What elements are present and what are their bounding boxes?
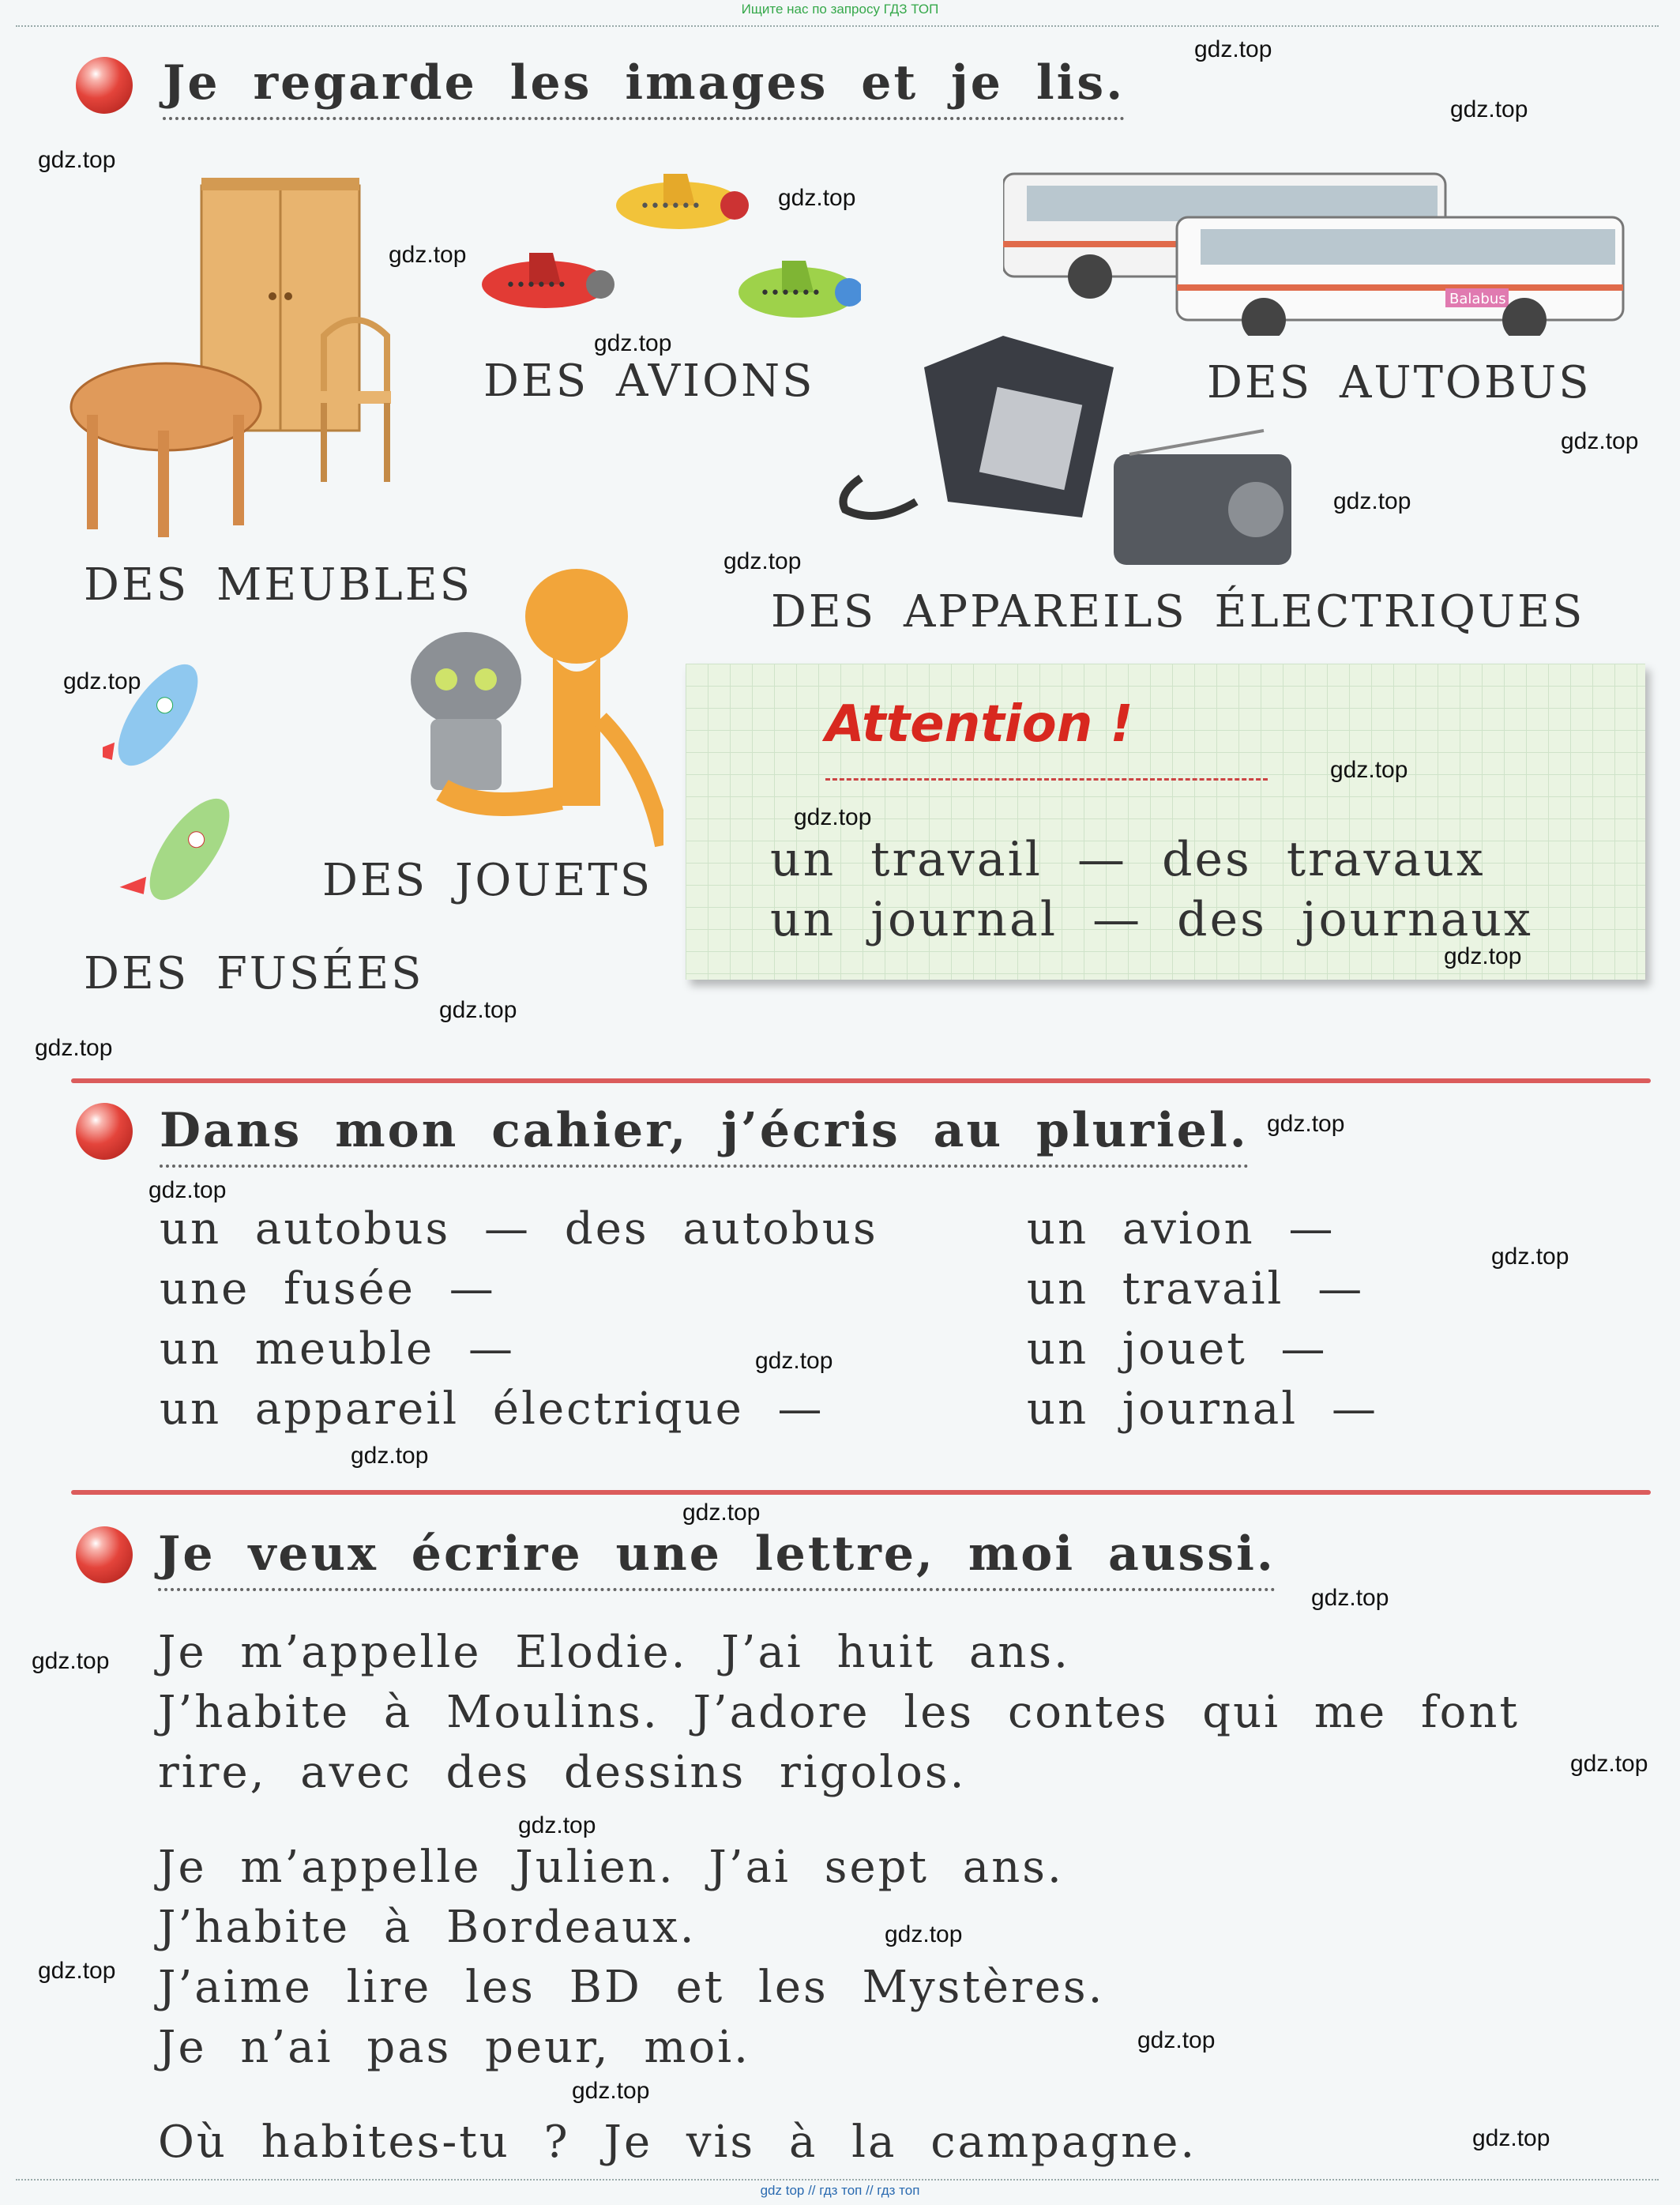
buses-illustration — [1003, 166, 1627, 336]
divider-2 — [71, 1490, 1651, 1495]
para2-line-3: J’aime lire les BD et les Mystères. — [158, 1962, 1105, 2013]
right-col-line-3: un jouet — — [1027, 1323, 1328, 1375]
section3-heading: Je veux écrire une lettre, moi aussi. — [158, 1526, 1276, 1591]
watermark: gdz.top — [389, 242, 467, 268]
watermark: gdz.top — [723, 548, 802, 574]
watermark: gdz.top — [572, 2078, 650, 2104]
right-col-line-1: un avion — — [1027, 1203, 1336, 1255]
watermark: gdz.top — [594, 330, 672, 356]
caption-appareils: DES APPAREILS ÉLECTRIQUES — [771, 586, 1585, 638]
watermark: gdz.top — [794, 804, 872, 830]
watermark: gdz.top — [35, 1035, 113, 1061]
watermark: gdz.top — [38, 1958, 116, 1984]
watermark: gdz.top — [148, 1177, 227, 1203]
watermark: gdz.top — [518, 1812, 596, 1838]
attention-line2: un journal — des journaux — [770, 892, 1533, 947]
watermark: gdz.top — [1267, 1111, 1345, 1137]
bus-logo: Balabus — [1449, 291, 1506, 307]
caption-meubles: DES MEUBLES — [84, 559, 472, 611]
watermark: gdz.top — [778, 185, 856, 211]
left-col-line-2: une fusée — — [160, 1263, 496, 1315]
caption-fusees: DES FUSÉES — [84, 948, 424, 999]
page-frame-top — [16, 25, 1659, 27]
para1-line-2: J’habite à Moulins. J’adore les contes qui me font — [158, 1687, 1520, 1738]
watermark: gdz.top — [1472, 2125, 1550, 2151]
toys-illustration — [395, 561, 663, 861]
watermark: gdz.top — [1330, 757, 1408, 783]
svg-text:••••••: •••••• — [506, 276, 567, 295]
left-col-line-3: un meuble — — [160, 1323, 515, 1375]
caption-autobus: DES AUTOBUS — [1207, 357, 1592, 408]
watermark: gdz.top — [63, 668, 141, 694]
bullet-ball-icon — [76, 1103, 133, 1160]
para2-line-1: Je m’appelle Julien. J’ai sept ans. — [158, 1842, 1064, 1893]
bottom-note: gdz top // гдз топ // гдз топ — [760, 2183, 920, 2198]
question-line: Où habites-tu ? Je vis à la campagne. — [158, 2117, 1197, 2168]
watermark: gdz.top — [755, 1348, 833, 1374]
para2-line-4: Je n’ai pas peur, moi. — [158, 2022, 750, 2073]
watermark: gdz.top — [1444, 943, 1522, 969]
watermark: gdz.top — [38, 147, 116, 173]
caption-jouets: DES JOUETS — [322, 855, 653, 906]
watermark: gdz.top — [1561, 428, 1639, 454]
attention-line1: un travail — des travaux — [770, 832, 1486, 887]
right-col-line-2: un travail — — [1027, 1263, 1365, 1315]
attention-title: Attention ! — [825, 695, 1133, 754]
watermark: gdz.top — [351, 1443, 429, 1469]
section2-heading: Dans mon cahier, j’écris au pluriel. — [160, 1103, 1249, 1168]
furniture-illustration — [63, 178, 403, 541]
caption-avions: DES AVIONS — [483, 356, 815, 407]
appliances-illustration — [829, 320, 1303, 573]
attention-underline — [825, 778, 1268, 781]
watermark: gdz.top — [439, 997, 517, 1023]
right-col-line-4: un journal — — [1027, 1383, 1379, 1435]
svg-text:••••••: •••••• — [760, 284, 821, 303]
section1-heading: Je regarde les images et je lis. — [163, 55, 1125, 120]
watermark: gdz.top — [1194, 36, 1272, 62]
watermark: gdz.top — [1137, 2027, 1216, 2053]
para1-line-1: Je m’appelle Elodie. J’ai huit ans. — [158, 1627, 1070, 1678]
watermark: gdz.top — [885, 1921, 963, 1947]
para1-line-3: rire, avec des dessins rigolos. — [158, 1747, 967, 1798]
left-col-line-4: un appareil électrique — — [160, 1383, 825, 1435]
divider-1 — [71, 1078, 1651, 1083]
watermark: gdz.top — [1450, 96, 1528, 122]
bullet-ball-icon — [76, 1526, 133, 1583]
watermark: gdz.top — [1491, 1244, 1569, 1270]
page-frame-bottom — [16, 2179, 1659, 2181]
bullet-ball-icon — [76, 57, 133, 114]
watermark: gdz.top — [1570, 1751, 1648, 1777]
left-col-line-1: un autobus — des autobus — [160, 1203, 878, 1255]
para2-line-2: J’habite à Bordeaux. — [158, 1902, 697, 1953]
watermark: gdz.top — [682, 1499, 761, 1526]
svg-text:••••••: •••••• — [640, 197, 701, 216]
watermark: gdz.top — [1333, 488, 1411, 514]
watermark: gdz.top — [32, 1648, 110, 1674]
watermark: gdz.top — [1311, 1585, 1389, 1611]
top-note: Ищите нас по запросу ГДЗ ТОП — [741, 2, 939, 17]
